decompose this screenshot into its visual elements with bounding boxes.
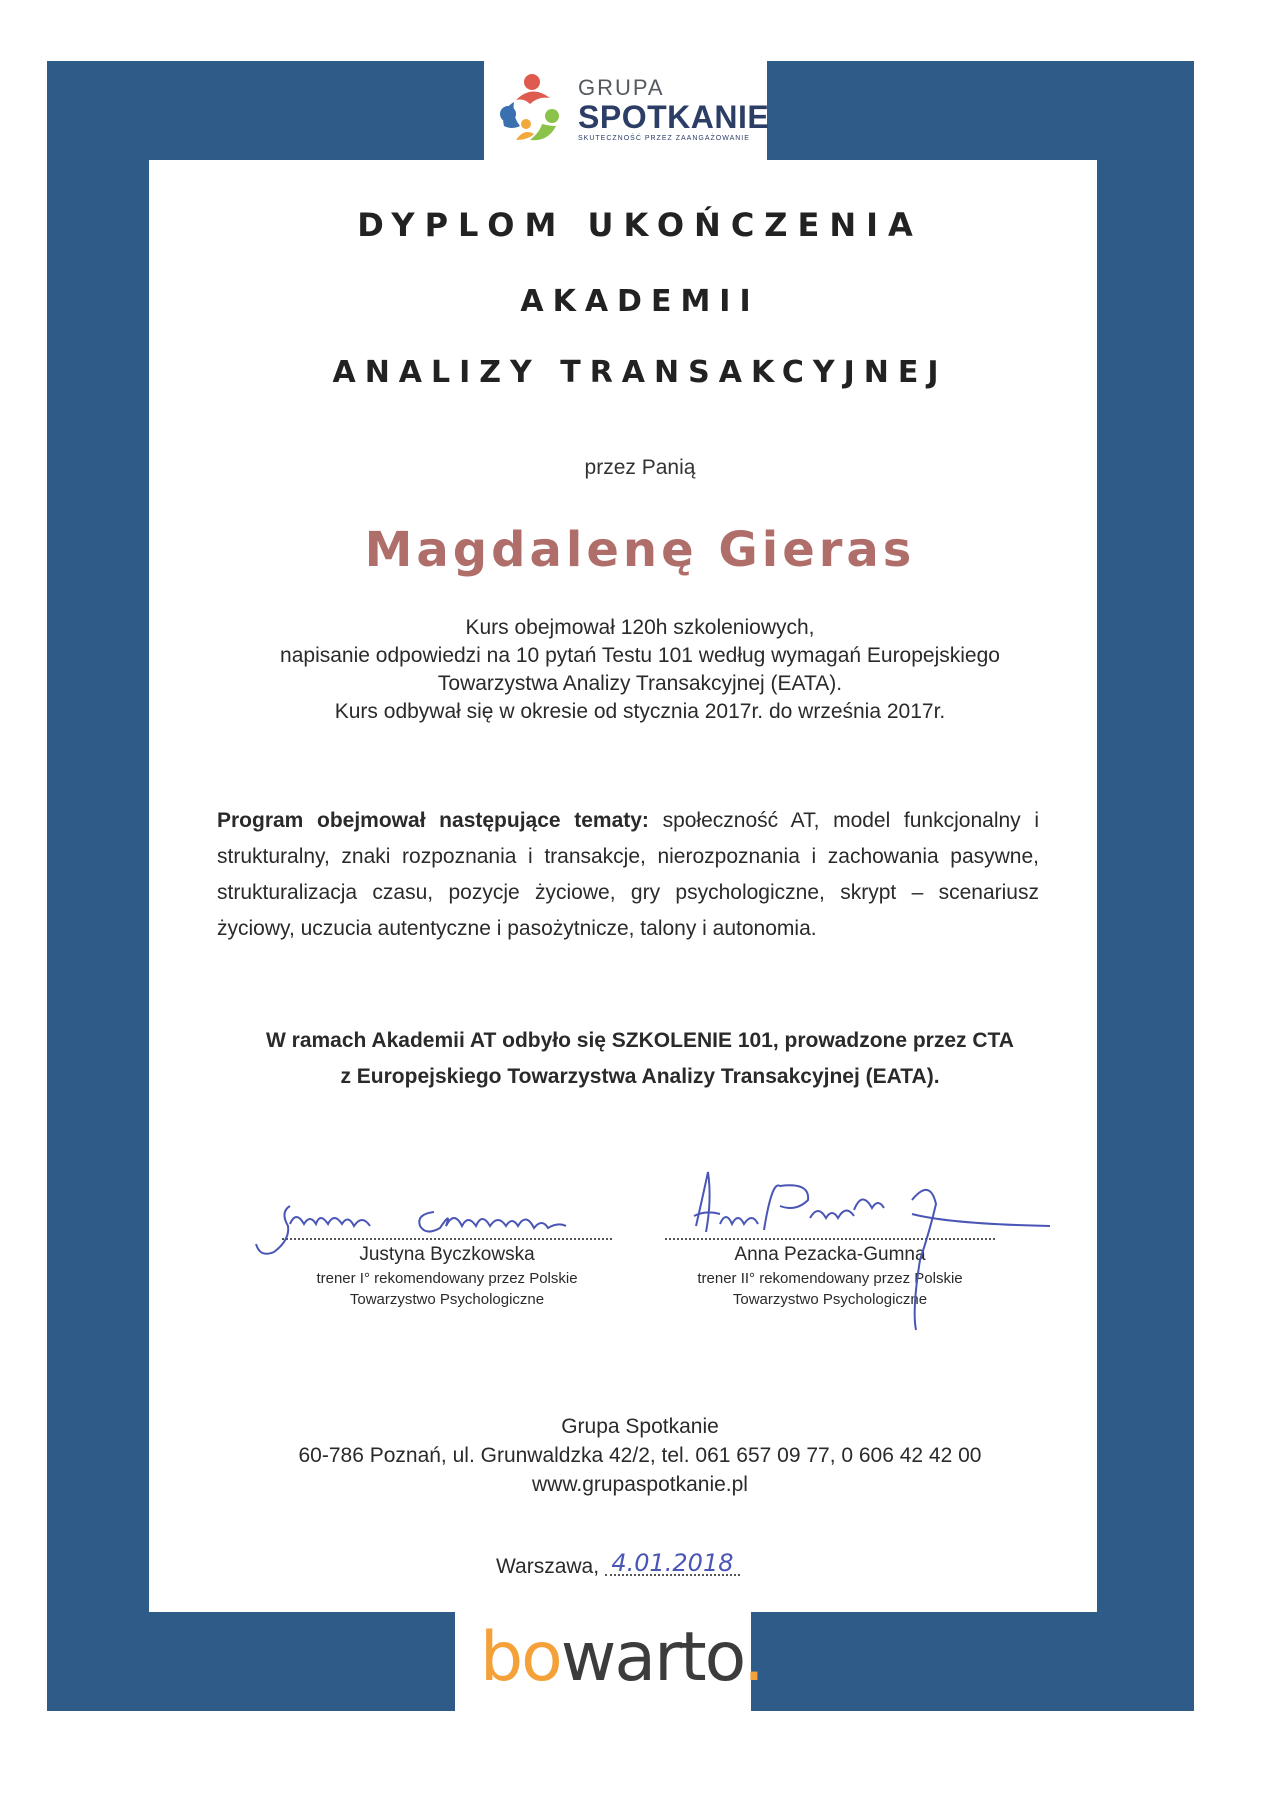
grupa-spotkanie-logo	[494, 70, 770, 154]
signature-block-1	[262, 1204, 632, 1310]
handwritten-date: 4.01.2018	[605, 1552, 740, 1576]
signer-role: trener I° rekomendowany przez Polskie	[316, 1270, 578, 1287]
course-description	[0, 614, 1280, 726]
akademia-note	[0, 1023, 1280, 1095]
bowarto-logo	[480, 1618, 763, 1698]
diploma-subtitle-1: AKADEMII	[520, 284, 760, 319]
company-footer	[0, 1412, 1280, 1499]
akademia-line-1: W ramach Akademii AT odbyło się SZKOLENIE 101, prowadzone przez CTA	[266, 1029, 1014, 1052]
course-line: Kurs odbywał się w okresie od stycznia 2017r. do września 2017r.	[334, 700, 946, 723]
signature-block-2	[645, 1204, 1015, 1310]
signer-role-2: Towarzystwo Psychologiczne	[349, 1291, 545, 1308]
program-label: Program obejmował następujące tematy:	[217, 809, 649, 832]
recipient-prefix: przez Panią	[584, 456, 696, 479]
akademia-line-2: z Europejskiego Towarzystwa Analizy Transakcyjnej (EATA).	[340, 1065, 940, 1088]
signer-role: trener II° rekomendowany przez Polskie	[697, 1270, 963, 1287]
company-name: Grupa Spotkanie	[561, 1415, 719, 1438]
course-line: napisanie odpowiedzi na 10 pytań Testu 101 według wymagań Europejskiego	[280, 644, 1000, 667]
diploma-title: DYPLOM UKOŃCZENIA	[357, 206, 923, 244]
course-line: Kurs obejmował 120h szkoleniowych,	[465, 616, 815, 639]
signer-name: Justyna Byczkowska	[359, 1244, 535, 1265]
company-address: 60-786 Poznań, ul. Grunwaldzka 42/2, tel. 061 657 09 77, 0 606 42 42 00	[298, 1444, 982, 1467]
company-website: www.grupaspotkanie.pl	[532, 1473, 748, 1496]
program-topics: społeczność AT, model funkcjonalny i strukturalny, znaki rozpoznania i transakcje, nierozpoznania i zachowania pasywne, strukturalizacja czasu, pozycje życiowe, gry psychologiczne, skrypt – scenariusz życiowy, uczucia autentyczne i pasożytnicze, talony i autonomia.	[217, 809, 1039, 940]
logo-tagline: SKUTECZNOŚĆ PRZEZ ZAANGAŻOWANIE	[578, 135, 750, 142]
signature-line	[282, 1204, 612, 1240]
logo-spotkanie-text: SPOTKANIE	[578, 99, 770, 135]
place-and-date	[496, 1549, 740, 1579]
place-city: Warszawa,	[496, 1555, 600, 1578]
recipient-name: Magdalenę Gieras	[364, 522, 916, 578]
course-line: Towarzystwa Analizy Transakcyjnej (EATA).	[437, 672, 843, 695]
bowarto-logo-warto: warto	[560, 1618, 744, 1697]
bowarto-logo-dot: .	[743, 1618, 763, 1697]
diploma-subtitle-2: ANALIZY TRANSAKCYJNEJ	[332, 355, 948, 390]
signer-role-2: Towarzystwo Psychologiczne	[732, 1291, 928, 1308]
program-paragraph	[217, 803, 1039, 947]
people-circle-icon	[494, 70, 574, 150]
signature-line	[665, 1204, 995, 1240]
bowarto-logo-bo: bo	[480, 1618, 561, 1697]
signer-name: Anna Pezacka-Gumna	[734, 1244, 926, 1265]
logo-grupa-text: GRUPA	[578, 75, 665, 100]
